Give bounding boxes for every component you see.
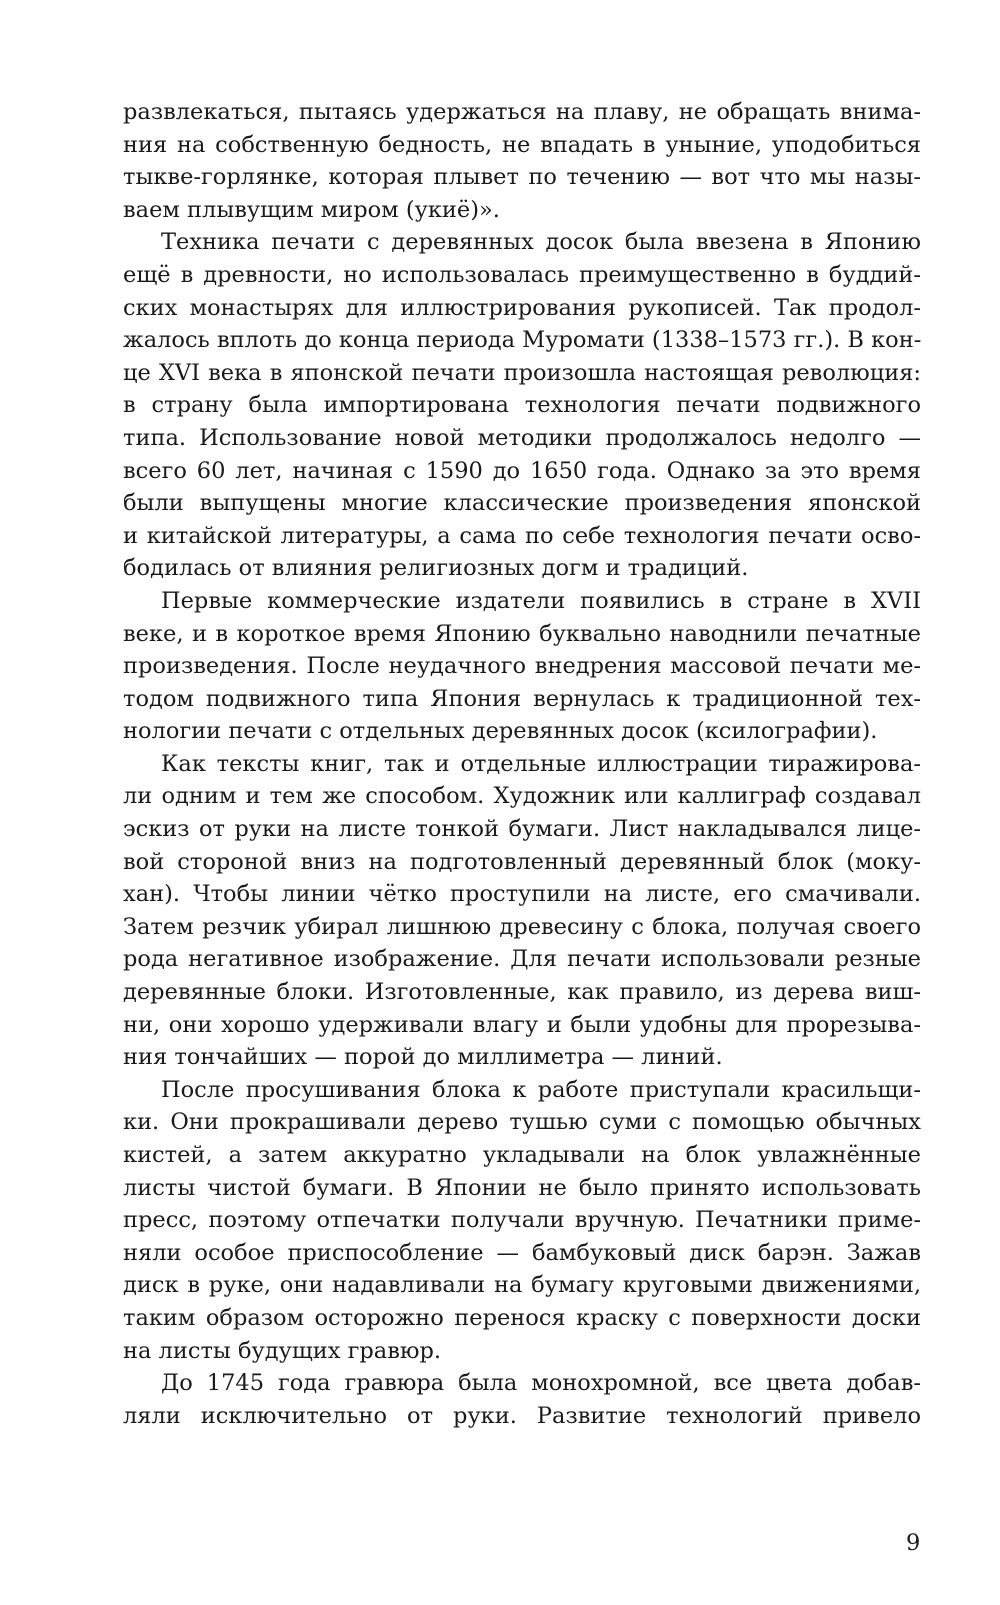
text-line: нологии печати с отдельных деревянных досок (ксилографии).: [123, 718, 878, 745]
text-line: це XVI века в японской печати произошла настоящая революция:: [123, 359, 921, 386]
paragraph: [123, 748, 921, 1074]
text-line: ских монастырях для иллюстрирования рукописей. Так продол-: [123, 294, 921, 321]
text-line: Первые коммерческие издатели появились в стране в XVII: [161, 587, 921, 614]
text-line: диск в руке, они надавливали на бумагу круговыми движениями,: [123, 1272, 921, 1299]
text-line: ки. Они прокрашивали дерево тушью суми с помощью обычных: [123, 1109, 921, 1136]
text-line: ли одним и тем же способом. Художник или каллиграф создавал: [123, 783, 921, 810]
paragraph: [123, 1367, 921, 1432]
text-line: ния тончайших — порой до миллиметра — линий.: [123, 1044, 723, 1071]
text-line: деревянные блоки. Изготовленные, как правило, из дерева виш-: [123, 979, 921, 1006]
text-line: Техника печати с деревянных досок была ввезена в Японию: [161, 229, 921, 256]
text-line: и китайской литературы, а сама по себе технология печати осво-: [123, 522, 921, 549]
text-line: ваем плывущим миром (укиё)».: [123, 196, 500, 223]
text-line: Затем резчик убирал лишнюю древесину с блока, получая своего: [123, 913, 921, 940]
text-line: ещё в древности, но использовалась преимущественно в буддий-: [123, 261, 921, 288]
text-line: кистей, а затем аккуратно укладывали на блок увлажнённые: [123, 1142, 921, 1168]
paragraph: [123, 96, 921, 226]
text-line: в страну была импортирована технология печати подвижного: [123, 392, 921, 419]
text-line: типа. Использование новой методики продолжалось недолго —: [123, 424, 921, 451]
text-line: рода негативное изображение. Для печати использовали резные: [123, 946, 921, 973]
text-line: Как тексты книг, так и отдельные иллюстрации тиражирова-: [161, 750, 921, 777]
text-line: таким образом осторожно перенося краску с поверхности доски: [123, 1304, 921, 1331]
text-line: После просушивания блока к работе приступали красильщи-: [161, 1076, 921, 1103]
text-line: До 1745 года гравюра была монохромной, все цвета добав-: [161, 1370, 921, 1397]
text-line: произведения. После неудачного внедрения массовой печати ме-: [123, 653, 921, 680]
page-body: [123, 96, 921, 1432]
text-line: тыкве-горлянке, которая плывет по течению — вот что мы назы-: [123, 164, 921, 191]
text-line: хан). Чтобы линии чётко проступили на листе, его смачивали.: [123, 881, 921, 908]
text-line: листы чистой бумаги. В Японии не было принято использовать: [123, 1174, 921, 1201]
paragraph: [123, 226, 921, 585]
text-line: вой стороной вниз на подготовленный деревянный блок (моку-: [123, 848, 921, 875]
text-line: были выпущены многие классические произведения японской: [123, 490, 921, 517]
text-line: жалось вплоть до конца периода Муромати (1338–1573 гг.). В кон-: [123, 327, 922, 354]
text-line: ния на собственную бедность, не впадать в уныние, уподобиться: [123, 131, 921, 158]
text-line: тодом подвижного типа Япония вернулась к традиционной тех-: [123, 685, 921, 712]
text-line: всего 60 лет, начиная с 1590 до 1650 года. Однако за это время: [123, 457, 921, 484]
text-line: ни, они хорошо удерживали влагу и были удобны для прорезыва-: [123, 1011, 921, 1038]
page-number: 9: [906, 1530, 921, 1556]
text-line: веке, и в короткое время Японию буквально наводнили печатные: [123, 620, 921, 647]
text-line: пресс, поэтому отпечатки получали вручную. Печатники приме-: [123, 1207, 921, 1234]
paragraph: [123, 1074, 921, 1367]
text-line: няли особое приспособление — бамбуковый диск барэн. Зажав: [123, 1239, 921, 1266]
text-line: эскиз от руки на листе тонкой бумаги. Лист накладывался лице-: [123, 816, 921, 843]
paragraph: [123, 585, 921, 748]
text-line: бодилась от влияния религиозных догм и традиций.: [123, 555, 749, 582]
text-line: ляли исключительно от руки. Развитие технологий привело: [123, 1402, 921, 1429]
text-line: на листы будущих гравюр.: [123, 1337, 442, 1364]
text-line: развлекаться, пытаясь удержаться на плаву, не обращать внима-: [123, 99, 921, 125]
